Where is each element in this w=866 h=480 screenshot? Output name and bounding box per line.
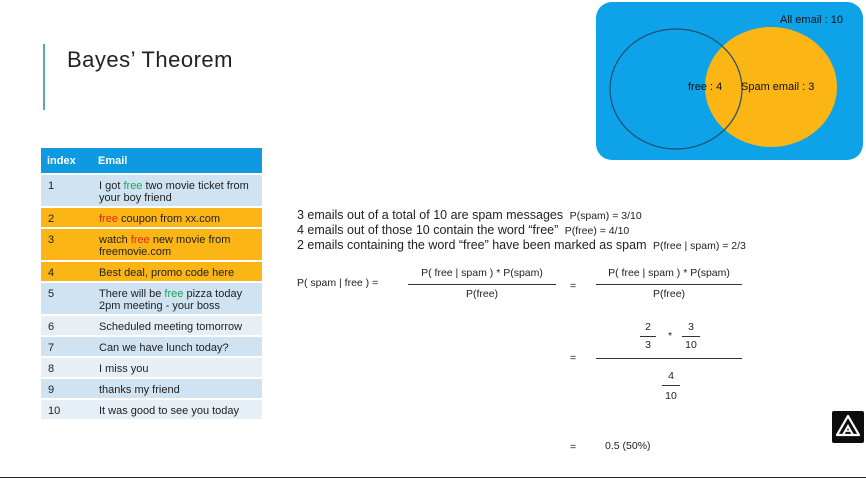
fraction-a-denominator: 3 (645, 339, 651, 351)
row-email (92, 357, 262, 378)
email-text-rest: two movie ticket from your boy friend (99, 180, 249, 204)
formula-denominator-2: P(free) (652, 288, 686, 300)
fraction-b-denominator: 10 (685, 339, 697, 351)
table-row (41, 174, 262, 207)
statement-free-prob: P(free) = 4/10 (564, 225, 630, 237)
venn-free-label: free : 4 (688, 81, 723, 93)
row-index: 10 (41, 399, 92, 419)
row-index: 5 (41, 282, 92, 315)
row-email (92, 315, 262, 336)
table-row (41, 336, 262, 357)
fraction-c-line (662, 385, 680, 386)
row-email (92, 228, 262, 261)
title-accent-bar (43, 44, 45, 110)
email-text: Can we have lunch today? (99, 342, 229, 354)
formula-fraction-line-2 (596, 284, 742, 285)
table-row (41, 282, 262, 315)
fraction-a-line (640, 336, 656, 337)
email-text-rest: new movie from freemovie.com (99, 234, 231, 258)
table-row (41, 228, 262, 261)
keyword-free: free (123, 180, 143, 192)
row-index: 8 (41, 357, 92, 378)
table-header-row (41, 148, 262, 174)
formula-equals-1: = (570, 280, 577, 292)
keyword-free: free (164, 288, 184, 300)
row-email (92, 282, 262, 315)
formula-denominator: P(free) (465, 288, 499, 300)
header-email: Email (92, 148, 262, 174)
fraction-b-line (682, 336, 700, 337)
statement-spam-text: 3 emails out of a total of 10 are spam messages (297, 208, 564, 222)
row-email (92, 399, 262, 419)
keyword-free: free (130, 234, 150, 246)
row-email (92, 378, 262, 399)
row-index: 4 (41, 261, 92, 282)
email-text: Scheduled meeting tomorrow (99, 321, 243, 333)
keyword-free: free (99, 213, 118, 225)
table-row (41, 357, 262, 378)
email-text: thanks my friend (99, 384, 180, 396)
email-table (41, 148, 262, 419)
email-text-rest: pizza today 2pm meeting - your boss (99, 288, 243, 312)
statement-spam-prob: P(spam) = 3/10 (569, 210, 642, 222)
table-body (41, 174, 262, 419)
statement-free-text: 4 emails out of those 10 contain the word “free” (297, 223, 559, 237)
formula-equals-3: = (570, 441, 577, 453)
email-text: watch (99, 234, 131, 246)
formula-multiply: * (668, 330, 673, 342)
row-index: 9 (41, 378, 92, 399)
formula-numerator-2: P( free | spam ) * P(spam) (608, 267, 730, 279)
fraction-c-denominator: 10 (665, 390, 677, 402)
statement-free-given-spam (297, 238, 746, 252)
email-text: There will be (99, 288, 165, 300)
row-email (92, 261, 262, 282)
statement-free (297, 223, 629, 237)
table-row (41, 207, 262, 228)
email-text: Best deal, promo code here (99, 267, 235, 279)
venn-diagram (596, 2, 863, 160)
email-text-rest: coupon from xx.com (117, 213, 221, 225)
fraction-b-numerator: 3 (688, 321, 694, 333)
statement-free-given-spam-prob: P(free | spam) = 2/3 (652, 240, 746, 252)
email-text: I miss you (99, 363, 149, 375)
table-row (41, 399, 262, 419)
formula-equals-2: = (570, 352, 577, 364)
venn-spam-label: Spam email : 3 (741, 81, 815, 93)
header-index: index (41, 148, 92, 174)
table-row (41, 261, 262, 282)
venn-all-label: All email : 10 (780, 14, 843, 26)
formula-lhs: P( spam | free ) = (297, 277, 379, 289)
row-index: 2 (41, 207, 92, 228)
fraction-a-numerator: 2 (645, 321, 651, 333)
bottom-border (0, 477, 866, 478)
formula-result: 0.5 (50%) (605, 440, 651, 452)
formula-numerator: P( free | spam ) * P(spam) (421, 267, 543, 279)
formula-fraction-line (408, 284, 556, 285)
table-row (41, 315, 262, 336)
row-index: 6 (41, 315, 92, 336)
email-text: It was good to see you today (99, 405, 240, 417)
row-email (92, 174, 262, 207)
row-email (92, 336, 262, 357)
brand-logo-icon (832, 411, 864, 443)
formula-big-fraction-line (596, 358, 742, 359)
statement-free-given-spam-text: 2 emails containing the word “free” have been marked as spam (297, 238, 647, 252)
slide-title: Bayes’ Theorem (67, 47, 233, 72)
row-email (92, 207, 262, 228)
statement-spam (297, 208, 642, 222)
email-text: I got (99, 180, 124, 192)
row-index: 1 (41, 174, 92, 207)
table-row (41, 378, 262, 399)
row-index: 3 (41, 228, 92, 261)
row-index: 7 (41, 336, 92, 357)
fraction-c-numerator: 4 (668, 370, 674, 382)
